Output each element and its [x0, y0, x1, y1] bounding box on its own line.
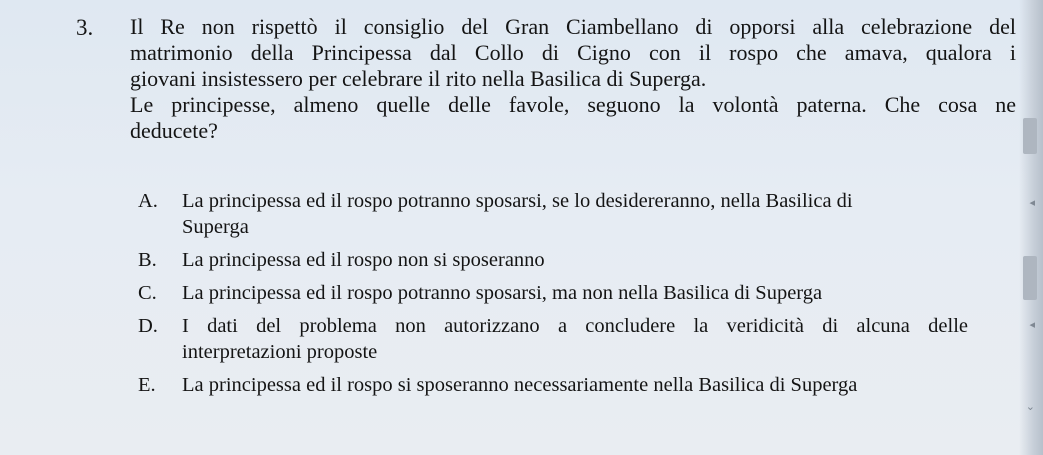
edge-block	[1023, 118, 1037, 154]
option-text: La principessa ed il rospo potranno sposarsi, ma non nella Basilica di Superga	[182, 282, 823, 304]
option-e[interactable]	[138, 372, 968, 398]
question-line: matrimonio della Principessa dal Collo di Cigno con il rospo che amava, qualora i	[130, 40, 1016, 65]
option-c[interactable]	[138, 280, 968, 306]
edge-arrow-icon: ◂	[1029, 318, 1035, 331]
question-line: Il Re non rispettò il consiglio del Gran Ciambellano di opporsi alla celebrazione del	[130, 14, 1016, 39]
adjacent-screen-edge	[1019, 0, 1043, 455]
edge-chevron-icon: ⌄	[1025, 400, 1035, 413]
option-text: La principessa ed il rospo si sposeranno necessariamente nella Basilica di Superga	[182, 374, 858, 396]
option-letter: B.	[138, 249, 157, 271]
option-text: La principessa ed il rospo non si sposeranno	[182, 249, 545, 271]
option-a[interactable]	[138, 188, 968, 240]
option-letter: A.	[138, 190, 158, 212]
option-text: I dati del problema non autorizzano a concludere la veridicità di alcuna delle	[182, 315, 968, 337]
option-text: interpretazioni proposte	[182, 341, 378, 363]
option-letter: C.	[138, 282, 157, 304]
option-d[interactable]	[138, 313, 968, 365]
option-letter: D.	[138, 315, 158, 337]
option-b[interactable]	[138, 247, 968, 273]
question-number: 3.	[76, 15, 94, 40]
edge-arrow-icon: ◂	[1029, 196, 1035, 209]
edge-block	[1023, 256, 1037, 300]
question-text	[130, 14, 1016, 144]
option-text: Superga	[182, 216, 249, 238]
question-line: deducete?	[130, 118, 218, 143]
option-letter: E.	[138, 374, 156, 396]
question-line: giovani insistessero per celebrare il rito nella Basilica di Superga.	[130, 66, 707, 91]
option-text: La principessa ed il rospo potranno sposarsi, se lo desidereranno, nella Basilica di	[182, 190, 853, 212]
answer-options	[138, 188, 968, 405]
question-line: Le principesse, almeno quelle delle favole, seguono la volontà paterna. Che cosa ne	[130, 92, 1016, 117]
